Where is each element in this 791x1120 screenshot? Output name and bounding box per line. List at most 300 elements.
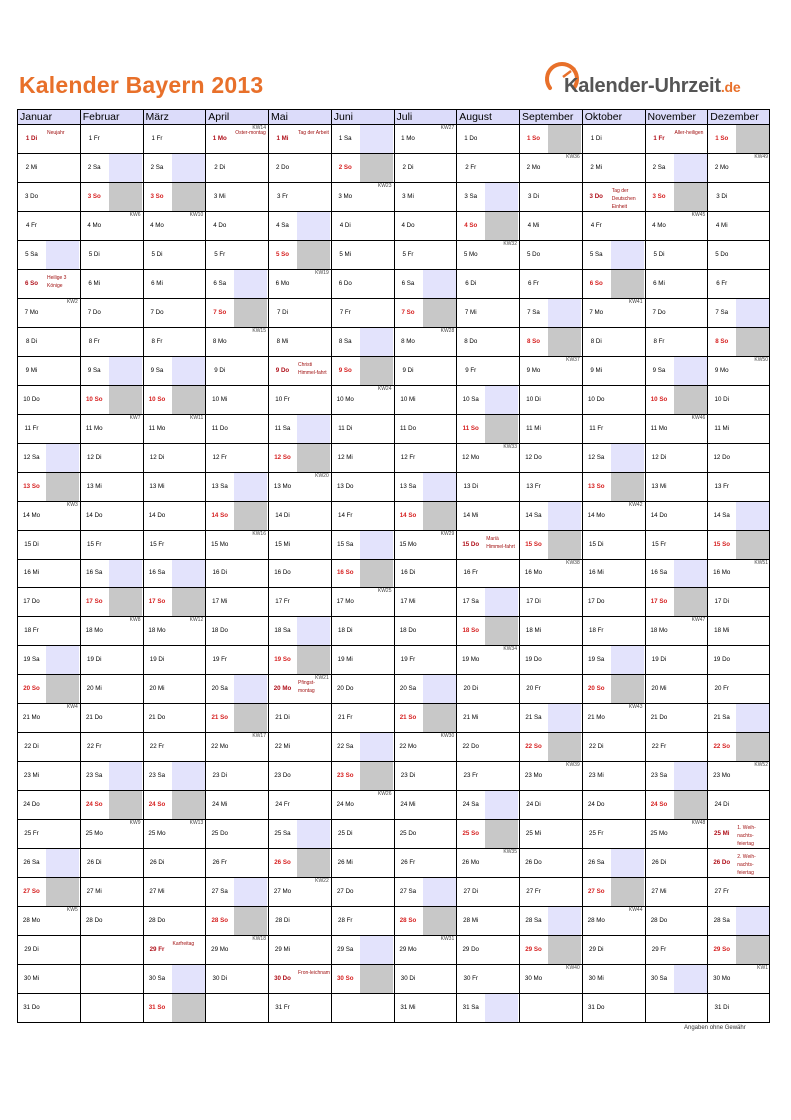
row-divider bbox=[17, 298, 770, 299]
day-label: 11 Fr bbox=[589, 424, 604, 432]
day-shading bbox=[736, 877, 769, 906]
day-label: 9 Do bbox=[275, 366, 290, 374]
day-shading bbox=[109, 182, 142, 211]
day-label: 25 Mo bbox=[148, 830, 166, 838]
day-cell bbox=[143, 935, 206, 964]
day-shading bbox=[423, 674, 456, 703]
day-shading bbox=[234, 414, 267, 443]
row-divider bbox=[17, 993, 770, 994]
day-cell bbox=[205, 472, 268, 501]
day-cell bbox=[582, 761, 645, 790]
week-number: KW19 bbox=[315, 269, 329, 276]
week-number: KW28 bbox=[440, 327, 455, 334]
day-shading bbox=[46, 877, 79, 906]
day-cell bbox=[394, 616, 457, 645]
day-cell bbox=[17, 356, 80, 385]
day-label: 22 Fr bbox=[149, 743, 165, 751]
row-divider bbox=[17, 530, 770, 531]
day-label: 21 Mi bbox=[463, 714, 479, 722]
day-cell bbox=[268, 906, 331, 935]
day-cell bbox=[645, 877, 708, 906]
day-cell bbox=[17, 472, 80, 501]
day-label: 23 Fr bbox=[463, 772, 478, 780]
day-label: 8 So bbox=[715, 337, 729, 345]
day-cell bbox=[394, 761, 457, 790]
day-cell bbox=[707, 385, 770, 414]
week-number: KW43 bbox=[628, 704, 643, 711]
day-shading bbox=[485, 587, 518, 616]
day-label: 21 Di bbox=[275, 714, 290, 722]
day-shading bbox=[46, 182, 79, 211]
day-label: 25 Fr bbox=[589, 830, 604, 838]
day-cell bbox=[331, 327, 394, 356]
day-label: 7 Di bbox=[276, 308, 288, 316]
day-shading bbox=[172, 645, 205, 674]
day-cell bbox=[519, 935, 582, 964]
day-shading bbox=[234, 848, 267, 877]
day-shading bbox=[423, 385, 456, 414]
column-divider bbox=[707, 109, 708, 1022]
holiday-name: Pfingst-montag bbox=[298, 680, 315, 695]
day-cell bbox=[456, 356, 519, 385]
week-number: KW38 bbox=[566, 559, 580, 566]
day-cell bbox=[143, 587, 206, 616]
row-divider bbox=[17, 848, 770, 849]
day-shading bbox=[485, 153, 518, 182]
day-shading bbox=[234, 674, 267, 703]
day-shading bbox=[172, 472, 205, 501]
day-shading bbox=[736, 530, 769, 559]
row-divider bbox=[17, 732, 770, 733]
week-number: KW47 bbox=[691, 617, 706, 624]
day-shading bbox=[736, 935, 769, 964]
row-divider bbox=[17, 124, 770, 125]
day-cell bbox=[519, 906, 582, 935]
day-shading bbox=[360, 645, 393, 674]
holiday-name: Mariä Himmel-fahrt bbox=[486, 535, 515, 550]
day-label: 9 So bbox=[338, 366, 352, 374]
day-label: 14 Mo bbox=[22, 511, 41, 519]
day-cell bbox=[707, 732, 770, 761]
day-shading bbox=[423, 472, 456, 501]
day-label: 4 Mi bbox=[715, 221, 728, 229]
day-cell bbox=[707, 587, 770, 616]
day-label: 8 Fr bbox=[88, 337, 100, 345]
day-label: 4 Fr bbox=[590, 221, 602, 229]
day-label: 8 Sa bbox=[338, 337, 352, 345]
day-label: 1 Sa bbox=[338, 134, 352, 142]
day-shading bbox=[611, 414, 644, 443]
day-label: 4 Mo bbox=[652, 221, 666, 229]
day-label: 7 Sa bbox=[715, 308, 729, 316]
day-label: 3 Mi bbox=[213, 192, 226, 200]
day-shading bbox=[297, 906, 330, 935]
day-label: 12 So bbox=[274, 453, 291, 461]
day-shading bbox=[46, 674, 79, 703]
day-label: 24 Fr bbox=[275, 801, 290, 809]
row-divider bbox=[17, 790, 770, 791]
day-label: 31 Di bbox=[714, 1004, 729, 1011]
week-number: KW8 bbox=[129, 617, 141, 624]
column-divider bbox=[331, 109, 332, 1022]
day-cell bbox=[519, 414, 582, 443]
day-label: 6 Fr bbox=[716, 279, 728, 287]
day-shading bbox=[297, 443, 330, 472]
day-label: 4 Mo bbox=[87, 221, 102, 229]
day-shading bbox=[674, 761, 707, 790]
day-cell bbox=[456, 790, 519, 819]
day-shading bbox=[109, 298, 142, 327]
day-label: 16 So bbox=[336, 569, 354, 577]
row-divider bbox=[17, 616, 770, 617]
day-shading bbox=[423, 819, 456, 848]
week-number: KW35 bbox=[503, 849, 517, 856]
day-shading bbox=[172, 298, 205, 327]
day-cell bbox=[80, 703, 143, 732]
day-label: 14 Do bbox=[148, 511, 166, 519]
day-label: 6 Fr bbox=[527, 279, 539, 287]
day-label: 7 Mi bbox=[464, 308, 477, 316]
day-label: 2 Mi bbox=[25, 163, 38, 171]
day-shading bbox=[109, 327, 142, 356]
day-cell bbox=[205, 616, 268, 645]
day-shading bbox=[548, 732, 581, 761]
day-shading bbox=[297, 414, 330, 443]
day-label: 25 Di bbox=[338, 830, 353, 838]
day-cell bbox=[143, 703, 206, 732]
row-divider bbox=[17, 935, 770, 936]
day-shading bbox=[297, 385, 330, 414]
row-divider bbox=[17, 414, 770, 415]
month-header: April bbox=[205, 109, 268, 124]
day-label: 18 Sa bbox=[274, 627, 291, 635]
day-cell bbox=[582, 848, 645, 877]
day-cell bbox=[205, 182, 268, 211]
day-label: 19 Mi bbox=[337, 656, 353, 664]
day-cell bbox=[143, 240, 206, 269]
day-shading bbox=[46, 240, 79, 269]
day-cell bbox=[456, 211, 519, 240]
day-label: 11 Do bbox=[211, 424, 228, 432]
day-label: 16 Sa bbox=[650, 569, 668, 577]
day-label: 5 Di bbox=[653, 250, 665, 258]
day-cell bbox=[205, 385, 268, 414]
day-shading bbox=[109, 761, 142, 790]
day-cell bbox=[645, 703, 708, 732]
day-label: 9 Mo bbox=[526, 366, 541, 374]
day-cell bbox=[143, 211, 206, 240]
day-cell bbox=[205, 414, 268, 443]
day-cell bbox=[80, 443, 143, 472]
day-shading bbox=[423, 703, 456, 732]
day-label: 2 So bbox=[338, 163, 352, 171]
day-cell bbox=[80, 356, 143, 385]
day-label: 23 Di bbox=[400, 772, 416, 780]
day-cell bbox=[17, 964, 80, 993]
week-number: KW11 bbox=[190, 414, 204, 421]
day-label: 10 Mi bbox=[400, 395, 416, 403]
week-number: KW45 bbox=[691, 211, 706, 218]
day-label: 29 So bbox=[525, 946, 542, 954]
day-label: 7 So bbox=[213, 308, 227, 316]
day-shading bbox=[611, 993, 644, 1022]
day-label: 29 Di bbox=[589, 946, 604, 954]
day-label: 9 Fr bbox=[465, 366, 477, 374]
day-cell bbox=[456, 443, 519, 472]
week-number: KW33 bbox=[503, 443, 517, 450]
day-cell bbox=[331, 964, 394, 993]
day-cell bbox=[80, 848, 143, 877]
day-shading bbox=[736, 674, 769, 703]
day-cell bbox=[80, 501, 143, 530]
day-cell bbox=[394, 443, 457, 472]
day-shading bbox=[548, 182, 581, 211]
day-label: 23 Mi bbox=[23, 772, 40, 780]
day-cell bbox=[519, 761, 582, 790]
week-number: KW5 bbox=[66, 907, 78, 914]
day-cell bbox=[645, 761, 708, 790]
day-label: 15 Do bbox=[462, 540, 480, 548]
day-label: 18 Mi bbox=[714, 627, 730, 635]
day-label: 12 Di bbox=[149, 453, 165, 461]
day-label: 3 Do bbox=[24, 192, 39, 200]
day-label: 21 Fr bbox=[338, 714, 353, 722]
day-cell bbox=[519, 269, 582, 298]
day-cell bbox=[17, 124, 80, 153]
day-cell bbox=[268, 993, 331, 1022]
day-shading bbox=[674, 269, 707, 298]
day-label: 23 Sa bbox=[650, 772, 668, 780]
day-shading bbox=[46, 790, 79, 819]
day-label: 16 Mo bbox=[713, 569, 731, 577]
day-label: 9 Mo bbox=[714, 366, 729, 374]
day-cell bbox=[143, 790, 206, 819]
day-label: 11 Mi bbox=[714, 424, 730, 432]
day-label: 10 Fr bbox=[275, 395, 290, 403]
day-shading bbox=[360, 703, 393, 732]
week-number: KW4 bbox=[66, 704, 78, 711]
day-label: 26 Di bbox=[149, 859, 165, 867]
day-label: 27 So bbox=[587, 888, 605, 896]
day-shading bbox=[548, 240, 581, 269]
day-cell bbox=[80, 530, 143, 559]
day-label: 12 Fr bbox=[212, 453, 227, 461]
day-shading bbox=[360, 559, 393, 588]
day-cell bbox=[268, 211, 331, 240]
day-label: 3 Fr bbox=[276, 192, 288, 200]
day-label: 14 Mi bbox=[463, 511, 479, 519]
day-label: 22 Sa bbox=[337, 743, 354, 751]
day-cell bbox=[80, 298, 143, 327]
day-shading bbox=[234, 761, 267, 790]
day-shading bbox=[548, 327, 581, 356]
day-cell bbox=[707, 356, 770, 385]
week-number: KW22 bbox=[315, 878, 329, 885]
row-divider bbox=[17, 501, 770, 502]
day-label: 28 Mi bbox=[463, 917, 479, 925]
day-shading bbox=[674, 790, 707, 819]
day-label: 28 Di bbox=[275, 917, 290, 925]
day-label: 15 Fr bbox=[651, 540, 667, 548]
day-cell bbox=[268, 877, 331, 906]
day-label: 13 So bbox=[587, 482, 605, 490]
holiday-name: Fron-leichnam bbox=[298, 970, 330, 977]
day-label: 7 Do bbox=[652, 308, 666, 316]
day-cell bbox=[645, 935, 708, 964]
day-label: 29 Do bbox=[462, 946, 479, 954]
day-label: 1 Di bbox=[25, 134, 38, 142]
day-label: 2 Sa bbox=[87, 163, 101, 171]
day-shading bbox=[736, 443, 769, 472]
day-cell bbox=[394, 182, 457, 211]
day-label: 24 So bbox=[85, 801, 103, 809]
day-label: 5 Fr bbox=[214, 250, 226, 258]
day-cell bbox=[331, 761, 394, 790]
day-cell bbox=[519, 790, 582, 819]
day-cell bbox=[456, 153, 519, 182]
day-shading bbox=[736, 501, 769, 530]
day-cell bbox=[456, 848, 519, 877]
day-shading bbox=[674, 732, 707, 761]
day-cell bbox=[582, 616, 645, 645]
day-cell bbox=[707, 935, 770, 964]
day-shading bbox=[485, 385, 518, 414]
day-label: 17 So bbox=[148, 598, 166, 606]
day-cell bbox=[707, 530, 770, 559]
month-header: Februar bbox=[80, 109, 143, 124]
day-cell bbox=[268, 674, 331, 703]
day-label: 24 So bbox=[650, 801, 668, 809]
day-shading bbox=[485, 993, 518, 1022]
day-label: 29 Sa bbox=[337, 946, 354, 954]
day-cell bbox=[519, 587, 582, 616]
day-shading bbox=[485, 182, 518, 211]
day-cell bbox=[582, 182, 645, 211]
day-shading bbox=[674, 327, 707, 356]
day-cell bbox=[143, 964, 206, 993]
column-divider bbox=[268, 109, 269, 1022]
day-label: 23 Mi bbox=[588, 772, 604, 780]
day-label: 10 Mi bbox=[212, 395, 228, 403]
day-shading bbox=[674, 443, 707, 472]
day-cell bbox=[707, 472, 770, 501]
day-label: 2 Do bbox=[275, 163, 290, 171]
day-label: 26 Do bbox=[525, 859, 542, 867]
day-label: 6 Sa bbox=[213, 279, 227, 287]
row-divider bbox=[17, 703, 770, 704]
day-cell bbox=[582, 790, 645, 819]
day-label: 9 Sa bbox=[87, 366, 101, 374]
day-label: 14 So bbox=[399, 511, 417, 519]
day-label: 8 Fr bbox=[653, 337, 665, 345]
day-cell bbox=[707, 993, 770, 1022]
day-label: 12 Mi bbox=[337, 453, 353, 461]
day-shading bbox=[674, 877, 707, 906]
day-cell bbox=[519, 645, 582, 674]
day-label: 4 Mo bbox=[150, 221, 164, 229]
day-label: 23 Do bbox=[274, 772, 291, 780]
day-label: 20 Di bbox=[463, 685, 478, 693]
day-cell bbox=[143, 327, 206, 356]
row-divider bbox=[17, 182, 770, 183]
day-cell bbox=[707, 761, 770, 790]
day-shading bbox=[736, 993, 769, 1022]
day-cell bbox=[17, 501, 80, 530]
day-label: 10 Di bbox=[526, 395, 541, 403]
day-shading bbox=[234, 906, 267, 935]
week-number: KW42 bbox=[628, 501, 643, 508]
day-shading bbox=[674, 587, 707, 616]
day-cell bbox=[707, 645, 770, 674]
day-shading bbox=[736, 327, 769, 356]
day-shading bbox=[548, 587, 581, 616]
day-shading bbox=[46, 211, 79, 240]
day-shading bbox=[548, 530, 581, 559]
day-shading bbox=[297, 732, 330, 761]
day-shading bbox=[611, 761, 644, 790]
week-number: KW39 bbox=[566, 762, 580, 769]
day-label: 25 Mo bbox=[650, 830, 668, 838]
week-number: KW29 bbox=[440, 530, 455, 537]
day-cell bbox=[205, 501, 268, 530]
day-shading bbox=[548, 443, 581, 472]
day-cell bbox=[456, 703, 519, 732]
day-label: 26 Fr bbox=[400, 859, 416, 867]
week-number: KW10 bbox=[189, 211, 204, 218]
day-label: 28 So bbox=[399, 917, 417, 925]
day-label: 6 Mi bbox=[88, 279, 101, 287]
week-number: KW49 bbox=[754, 153, 768, 160]
day-shading bbox=[109, 587, 142, 616]
day-label: 26 Sa bbox=[588, 859, 605, 867]
day-cell bbox=[394, 848, 457, 877]
day-cell bbox=[205, 269, 268, 298]
day-shading bbox=[234, 559, 267, 588]
day-shading bbox=[297, 501, 330, 530]
day-cell bbox=[519, 124, 582, 153]
column-divider bbox=[645, 109, 646, 1022]
day-cell bbox=[80, 124, 143, 153]
day-shading bbox=[172, 182, 205, 211]
day-cell bbox=[645, 356, 708, 385]
day-cell bbox=[456, 385, 519, 414]
row-divider bbox=[17, 443, 770, 444]
day-shading bbox=[234, 877, 267, 906]
day-shading bbox=[611, 211, 644, 240]
day-shading bbox=[234, 298, 267, 327]
day-shading bbox=[360, 472, 393, 501]
day-shading bbox=[611, 790, 644, 819]
day-label: 19 Fr bbox=[212, 656, 227, 664]
day-label: 17 So bbox=[650, 598, 668, 606]
day-cell bbox=[582, 356, 645, 385]
day-cell bbox=[394, 269, 457, 298]
day-shading bbox=[234, 182, 267, 211]
day-cell bbox=[331, 819, 394, 848]
day-cell bbox=[645, 211, 708, 240]
week-number: KW24 bbox=[377, 385, 392, 392]
day-label: 3 Mo bbox=[338, 192, 353, 200]
day-label: 16 Do bbox=[274, 569, 291, 577]
day-cell bbox=[582, 443, 645, 472]
day-cell bbox=[456, 761, 519, 790]
day-label: 1 Mi bbox=[276, 134, 289, 142]
day-label: 15 Di bbox=[24, 540, 39, 548]
day-shading bbox=[548, 385, 581, 414]
day-label: 23 Di bbox=[212, 772, 227, 780]
day-label: 15 So bbox=[525, 540, 542, 548]
day-shading bbox=[46, 616, 79, 645]
